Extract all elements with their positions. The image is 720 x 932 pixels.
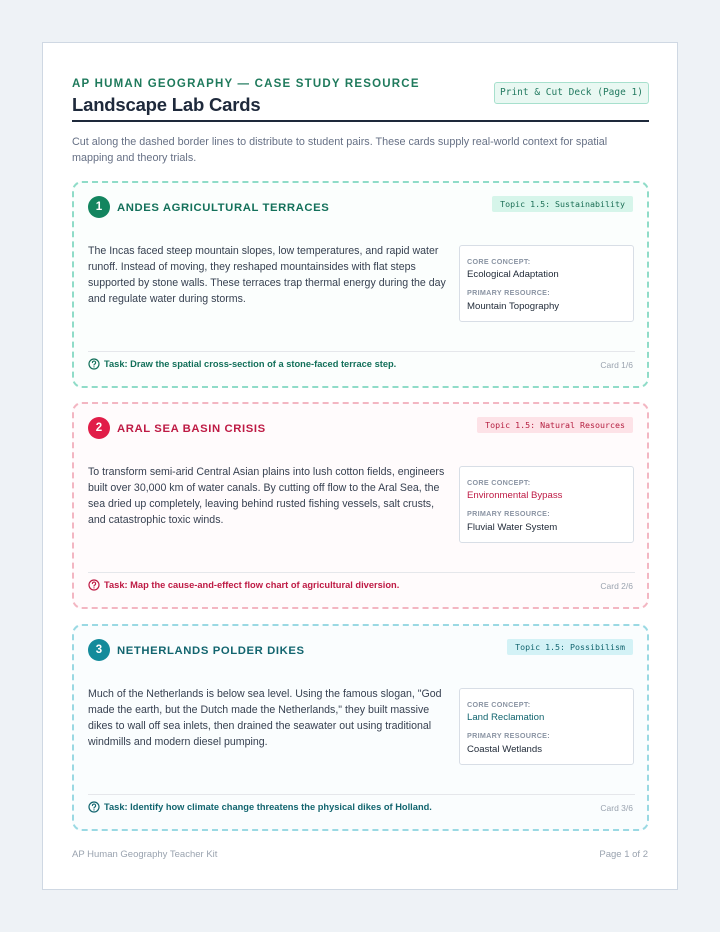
core-concept-label: CORE CONCEPT:	[467, 478, 531, 487]
card-body-text: To transform semi-arid Central Asian plains into lush cotton fields, engineers built over 30,000 km of water canals. By cutting off flow to the Aral Sea, the sea dried up completely, leaving behind rusted fishing vessels, salt crusts, and catastrophic toxic winds.	[88, 466, 445, 526]
page-title: Landscape Lab Cards	[72, 94, 261, 115]
primary-resource-label: PRIMARY RESOURCE:	[467, 288, 550, 297]
card-number-badge: 2	[88, 417, 110, 439]
primary-resource-value: Fluvial Water System	[467, 522, 558, 533]
help-circle-icon	[88, 801, 100, 813]
card-divider	[88, 572, 635, 573]
core-concept-value: Ecological Adaptation	[467, 269, 559, 280]
case-card-netherlands	[72, 624, 649, 831]
concept-box	[459, 688, 634, 765]
task-instruction: Task: Identify how climate change threatens the physical dikes of Holland.	[104, 802, 432, 812]
eyebrow-label: AP HUMAN GEOGRAPHY — CASE STUDY RESOURCE	[72, 78, 420, 90]
topic-badge: Topic 1.5: Sustainability	[492, 196, 633, 212]
case-card-aral-sea	[72, 402, 649, 609]
concept-box	[459, 466, 634, 543]
card-title: ANDES AGRICULTURAL TERRACES	[117, 202, 330, 214]
topic-badge: Topic 1.5: Natural Resources	[477, 417, 633, 433]
core-concept-label: CORE CONCEPT:	[467, 700, 531, 709]
card-counter: Card 3/6	[600, 803, 633, 813]
help-circle-icon	[88, 579, 100, 591]
deck-badge: Print & Cut Deck (Page 1)	[494, 82, 649, 104]
case-card-andes	[72, 181, 649, 388]
core-concept-label: CORE CONCEPT:	[467, 257, 531, 266]
primary-resource-label: PRIMARY RESOURCE:	[467, 731, 550, 740]
task-instruction: Task: Draw the spatial cross-section of a stone-faced terrace step.	[104, 359, 397, 369]
title-divider	[72, 120, 649, 122]
card-counter: Card 1/6	[600, 360, 633, 370]
footer-kit-name: AP Human Geography Teacher Kit	[72, 849, 218, 860]
card-title: ARAL SEA BASIN CRISIS	[117, 423, 266, 435]
primary-resource-label: PRIMARY RESOURCE:	[467, 509, 550, 518]
primary-resource-value: Coastal Wetlands	[467, 744, 543, 755]
intro-text: Cut along the dashed border lines to distribute to student pairs. These cards supply real-world context for spatial mapping and theory trials.	[72, 136, 608, 164]
card-divider	[88, 351, 635, 352]
card-divider	[88, 794, 635, 795]
card-number-badge: 1	[88, 196, 110, 218]
card-body-text: Much of the Netherlands is below sea level. Using the famous slogan, "God made the earth, but the Dutch made the Netherlands," they built massive dikes to wall off sea inlets, then drained the seawater out using traditional windmills and modern diesel pumping.	[88, 688, 442, 748]
help-circle-icon	[88, 358, 100, 370]
core-concept-value: Land Reclamation	[467, 712, 545, 723]
concept-box	[459, 245, 634, 322]
core-concept-value: Environmental Bypass	[467, 490, 563, 501]
task-instruction: Task: Map the cause-and-effect flow chart of agricultural diversion.	[104, 580, 400, 590]
primary-resource-value: Mountain Topography	[467, 301, 560, 312]
card-body-text: The Incas faced steep mountain slopes, low temperatures, and rapid water runoff. Instead of moving, they reshaped mountainsides with flat steps supported by stone walls. These terraces trap thermal energy during the day and regulate water during storms.	[88, 245, 446, 305]
worksheet-page	[42, 42, 678, 890]
card-counter: Card 2/6	[600, 581, 633, 591]
card-number-badge: 3	[88, 639, 110, 661]
footer-page-number: Page 1 of 2	[599, 849, 648, 860]
card-title: NETHERLANDS POLDER DIKES	[117, 645, 305, 657]
topic-badge: Topic 1.5: Possibilism	[507, 639, 633, 655]
